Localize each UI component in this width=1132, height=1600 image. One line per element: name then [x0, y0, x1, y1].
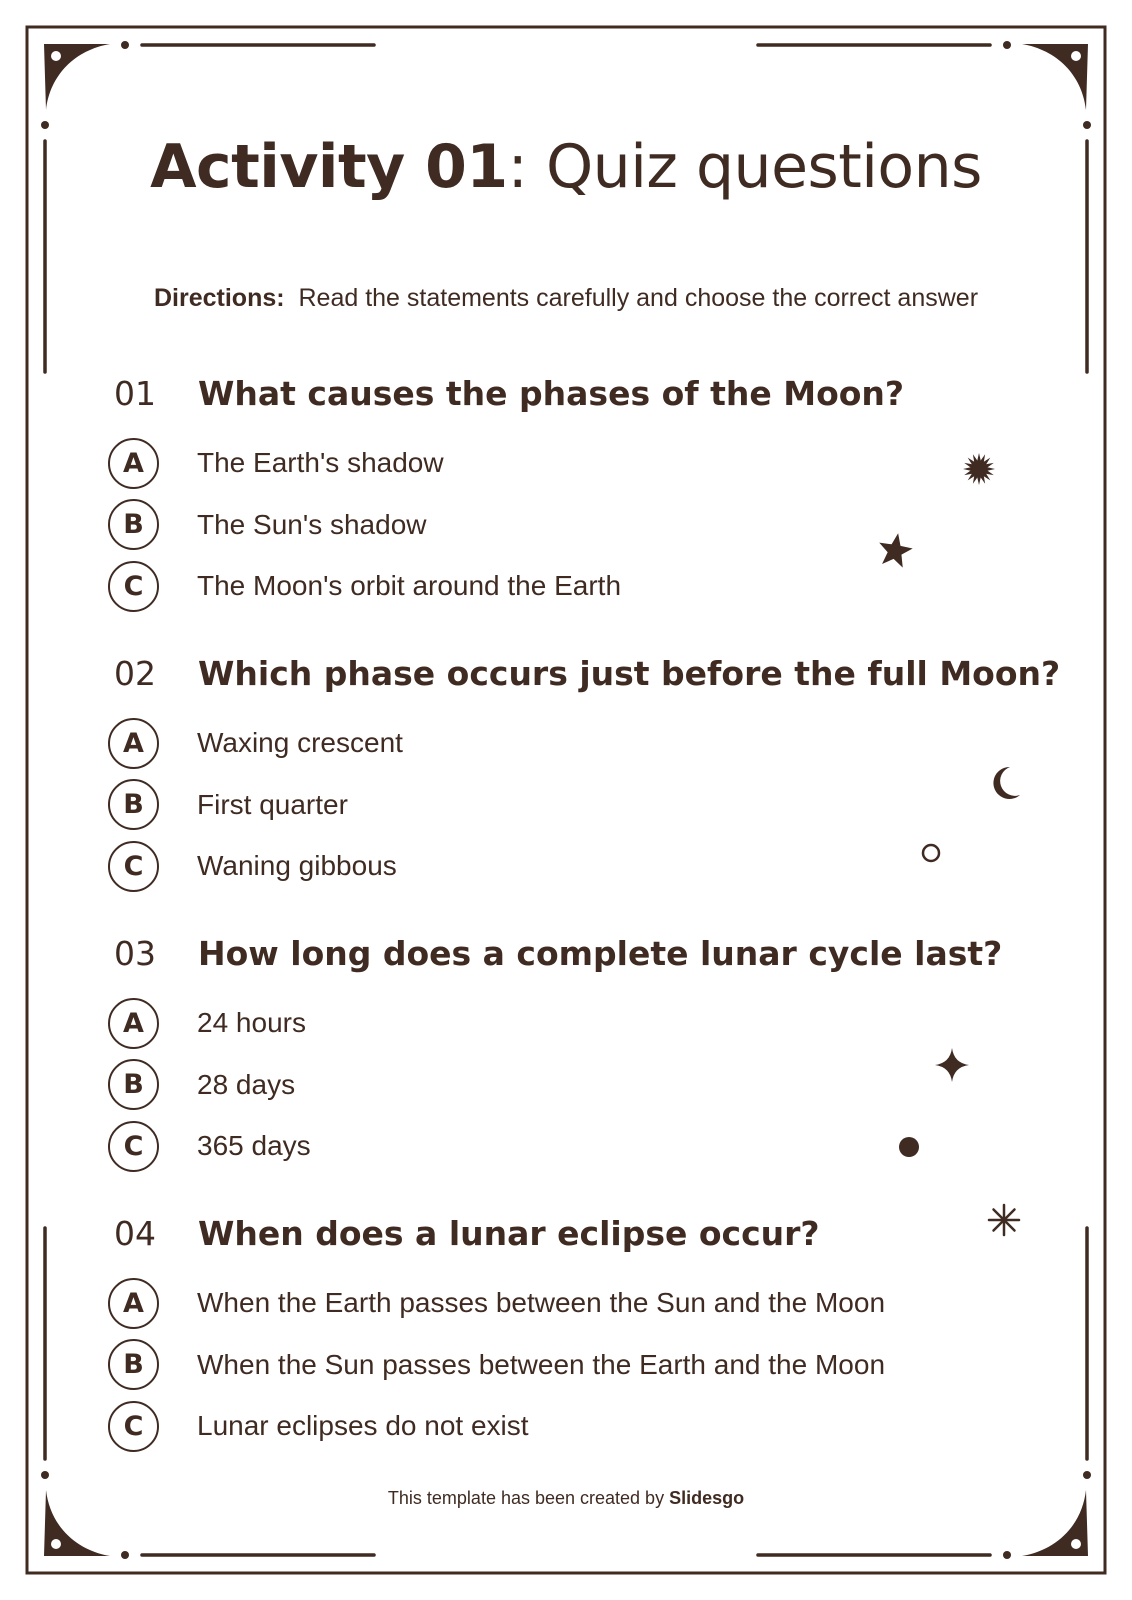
directions-label: Directions:	[153, 284, 285, 312]
directions-text: Read the statements carefully and choose the correct answer	[298, 284, 979, 312]
answer-option[interactable]	[108, 1398, 529, 1454]
four-point-star-icon	[934, 1047, 970, 1083]
directions	[0, 284, 1132, 313]
question-text: When does a lunar eclipse occur?	[198, 1214, 820, 1253]
option-text: Waning gibbous	[197, 850, 397, 881]
answer-option[interactable]	[108, 435, 444, 491]
question-heading	[114, 654, 1060, 693]
question-heading	[114, 1214, 820, 1253]
option-text: When the Earth passes between the Sun and the Moon	[197, 1287, 886, 1318]
question-number: 04	[114, 1214, 156, 1253]
question-number: 02	[114, 654, 156, 693]
page-title	[0, 132, 1132, 202]
answer-option[interactable]	[108, 715, 403, 771]
title-rest: : Quiz questions	[507, 132, 982, 202]
option-text: 24 hours	[197, 1007, 306, 1038]
asterisk-star-icon	[986, 1202, 1022, 1238]
option-letter-circle[interactable]: B	[108, 779, 159, 830]
footer-credit	[0, 1488, 1132, 1509]
option-text: When the Sun passes between the Earth and the Moon	[197, 1348, 886, 1380]
answer-option[interactable]	[108, 1275, 885, 1331]
answer-option[interactable]	[108, 558, 621, 614]
question-text: How long does a complete lunar cycle last?	[198, 934, 1003, 973]
option-letter-circle[interactable]: C	[108, 561, 159, 612]
answer-option[interactable]	[108, 497, 426, 553]
sparkle-burst-icon	[962, 452, 996, 486]
answer-option[interactable]	[108, 1057, 295, 1113]
option-letter-circle[interactable]: A	[108, 438, 159, 489]
option-letter-circle[interactable]: C	[108, 1401, 159, 1452]
option-text: The Earth's shadow	[197, 447, 444, 478]
option-letter-circle[interactable]: B	[108, 1339, 159, 1390]
filled-circle-icon	[897, 1135, 921, 1159]
option-text: Lunar eclipses do not exist	[197, 1410, 529, 1441]
option-letter-circle[interactable]: C	[108, 841, 159, 892]
question-number: 01	[114, 374, 156, 413]
answer-option[interactable]	[108, 1337, 885, 1393]
circle-outline-icon	[920, 842, 942, 864]
option-letter-circle[interactable]: B	[108, 1059, 159, 1110]
option-letter-circle[interactable]: C	[108, 1121, 159, 1172]
footer-text: This template has been created by	[387, 1488, 670, 1508]
question-number: 03	[114, 934, 156, 973]
answer-option[interactable]	[108, 995, 306, 1051]
option-text: First quarter	[197, 788, 348, 820]
corner-ornament-top-right	[758, 41, 1091, 372]
answer-option[interactable]	[108, 838, 397, 894]
answer-option[interactable]	[108, 777, 348, 833]
question-heading	[114, 934, 1002, 973]
option-text: 365 days	[197, 1130, 311, 1161]
title-bold: Activity 01	[150, 132, 508, 202]
option-text: The Moon's orbit around the Earth	[197, 570, 622, 601]
option-text: Waxing crescent	[197, 727, 403, 758]
option-letter-circle[interactable]: A	[108, 718, 159, 769]
option-text: 28 days	[197, 1068, 296, 1100]
option-letter-circle[interactable]: A	[108, 998, 159, 1049]
question-text: Which phase occurs just before the full Moon?	[198, 654, 1061, 693]
option-letter-circle[interactable]: B	[108, 499, 159, 550]
crescent-moon-icon	[990, 765, 1022, 801]
question-text: What causes the phases of the Moon?	[198, 374, 905, 413]
footer-brand: Slidesgo	[669, 1488, 745, 1508]
question-heading	[114, 374, 904, 413]
answer-option[interactable]	[108, 1118, 311, 1174]
option-letter-circle[interactable]: A	[108, 1278, 159, 1329]
star-icon	[876, 532, 914, 570]
option-text: The Sun's shadow	[197, 508, 427, 540]
corner-ornament-top-left	[41, 41, 374, 372]
